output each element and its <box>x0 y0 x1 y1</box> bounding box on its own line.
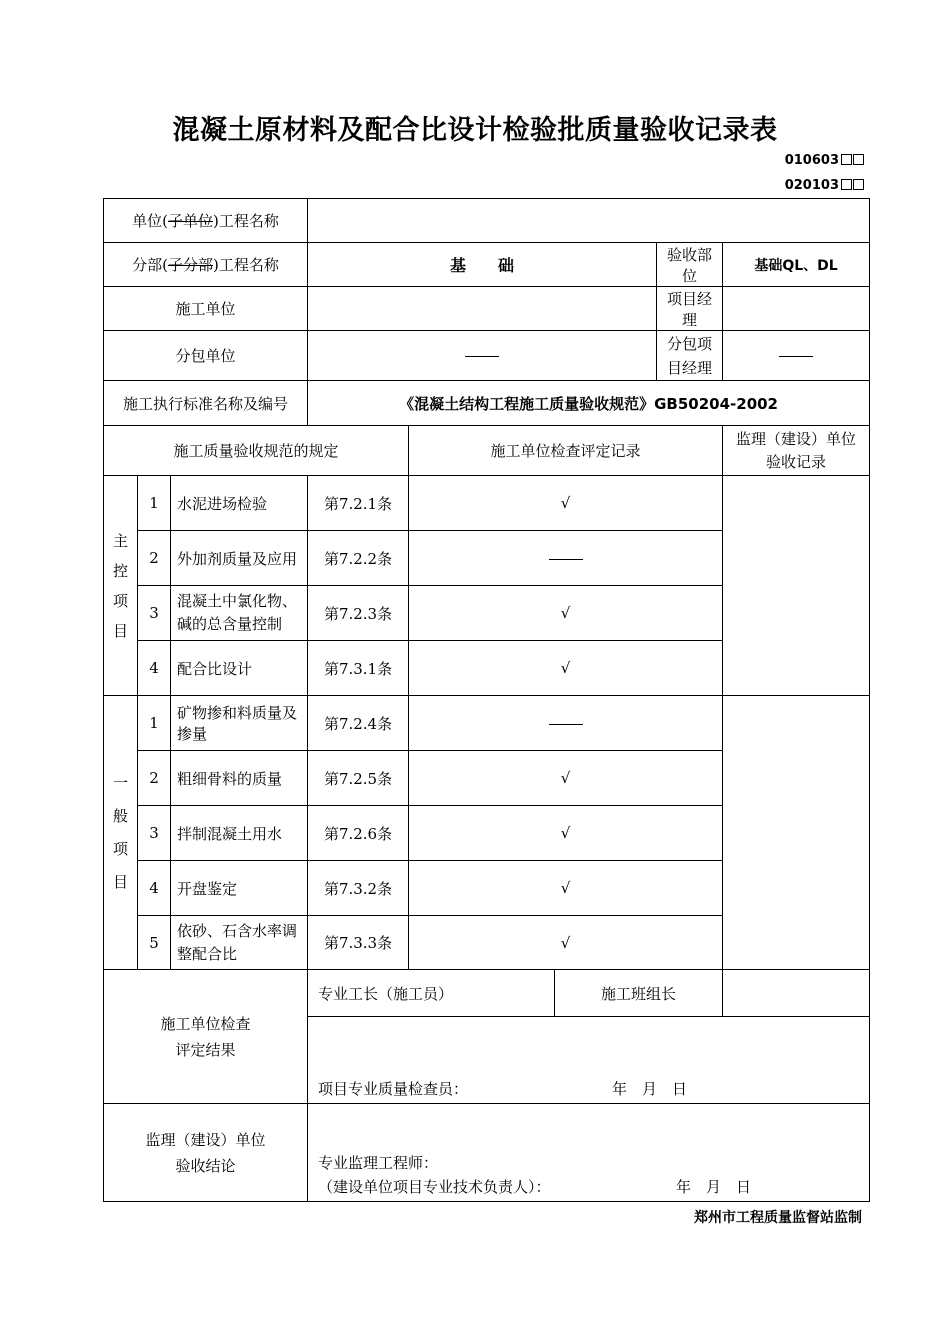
unit-project-row <box>104 199 870 243</box>
item-name: 外加剂质量及应用 <box>171 531 308 586</box>
construction-check-sign[interactable] <box>308 1017 870 1104</box>
subcontract-unit-label: 分包单位 <box>104 331 308 381</box>
inspector-date: 年 月 日 <box>612 1080 688 1098</box>
standard-value[interactable]: 《混凝土结构工程施工质量验收规范》GB50204-2002 <box>308 381 870 426</box>
item-name: 粗细骨料的质量 <box>171 751 308 806</box>
form-code-1 <box>785 153 864 168</box>
code-checkboxes[interactable] <box>840 178 864 193</box>
supervision-conclusion-label: 监理（建设）单位 验收结论 <box>104 1104 308 1202</box>
item-number: 2 <box>138 751 171 806</box>
empty-dash <box>779 356 813 357</box>
item-clause: 第7.2.5条 <box>308 751 409 806</box>
engineer-label: 专业监理工程师： <box>318 1154 439 1172</box>
main-item-row <box>104 476 870 531</box>
supervision-conclusion-row <box>104 1104 870 1202</box>
construction-unit-value[interactable] <box>308 287 657 331</box>
item-number: 3 <box>138 586 171 641</box>
project-manager-value[interactable] <box>723 287 870 331</box>
general-items-label: 一 般 项 目 <box>104 696 138 970</box>
general-item-row <box>104 696 870 751</box>
item-clause: 第7.2.1条 <box>308 476 409 531</box>
item-clause: 第7.2.6条 <box>308 806 409 861</box>
item-number: 4 <box>138 641 171 696</box>
supervision-date: 年 月 日 <box>676 1178 752 1196</box>
sub-project-label: 分部(子分部)工程名称 <box>104 243 308 287</box>
general-items-supervision[interactable] <box>723 696 870 970</box>
team-leader-value[interactable] <box>723 970 870 1017</box>
standard-row <box>104 381 870 426</box>
item-clause: 第7.3.2条 <box>308 861 409 916</box>
code-number: 010603 <box>784 153 839 168</box>
item-clause: 第7.2.3条 <box>308 586 409 641</box>
standard-label: 施工执行标准名称及编号 <box>104 381 308 426</box>
accept-part-value[interactable]: 基础QL、DL <box>723 243 870 287</box>
empty-dash <box>549 559 583 560</box>
sub-project-value[interactable]: 基 础 <box>308 243 657 287</box>
unit-project-value[interactable] <box>308 199 870 243</box>
main-items-supervision[interactable] <box>723 476 870 696</box>
item-clause: 第7.2.2条 <box>308 531 409 586</box>
col-supervision-header: 监理（建设）单位验收记录 <box>723 426 870 476</box>
item-result[interactable]: √ <box>409 641 723 696</box>
construction-check-row <box>104 970 870 1017</box>
empty-dash <box>465 356 499 357</box>
item-result[interactable]: √ <box>409 476 723 531</box>
accept-part-label: 验收部位 <box>657 243 723 287</box>
owner-label: （建设单位项目专业技术负责人）： <box>318 1178 551 1196</box>
column-header-row <box>104 426 870 476</box>
construction-check-label: 施工单位检查 评定结果 <box>104 970 308 1104</box>
team-leader-label: 施工班组长 <box>555 970 723 1017</box>
unit-project-label: 单位(子单位)工程名称 <box>104 199 308 243</box>
main-items-label: 主 控 项 目 <box>104 476 138 696</box>
foreman-label: 专业工长（施工员） <box>308 970 555 1017</box>
project-manager-label: 项目经理 <box>657 287 723 331</box>
footer-issuer: 郑州市工程质量监督站监制 <box>694 1210 862 1226</box>
item-number: 2 <box>138 531 171 586</box>
item-name: 开盘鉴定 <box>171 861 308 916</box>
item-number: 3 <box>138 806 171 861</box>
item-name: 拌制混凝土用水 <box>171 806 308 861</box>
form-title: 混凝土原材料及配合比设计检验批质量验收记录表 <box>172 115 778 146</box>
supervision-conclusion-sign[interactable] <box>308 1104 870 1202</box>
item-result[interactable]: √ <box>409 751 723 806</box>
item-name: 依砂、石含水率调整配合比 <box>171 916 308 970</box>
form-code-2 <box>785 178 864 193</box>
item-result[interactable]: √ <box>409 916 723 970</box>
inspection-record-table <box>103 198 870 1202</box>
code-number: 020103 <box>784 178 839 193</box>
construction-unit-row <box>104 287 870 331</box>
construction-unit-label: 施工单位 <box>104 287 308 331</box>
item-number: 1 <box>138 476 171 531</box>
subcontract-unit-value[interactable] <box>308 331 657 381</box>
item-result[interactable] <box>409 696 723 751</box>
item-result[interactable]: √ <box>409 861 723 916</box>
sub-project-row <box>104 243 870 287</box>
item-number: 5 <box>138 916 171 970</box>
item-name: 水泥进场检验 <box>171 476 308 531</box>
subcontract-row <box>104 331 870 381</box>
col-check-record-header: 施工单位检查评定记录 <box>409 426 723 476</box>
item-result[interactable]: √ <box>409 806 723 861</box>
code-checkboxes[interactable] <box>840 153 864 168</box>
item-result[interactable] <box>409 531 723 586</box>
item-number: 4 <box>138 861 171 916</box>
item-result[interactable]: √ <box>409 586 723 641</box>
item-name: 配合比设计 <box>171 641 308 696</box>
item-clause: 第7.2.4条 <box>308 696 409 751</box>
item-clause: 第7.3.3条 <box>308 916 409 970</box>
item-clause: 第7.3.1条 <box>308 641 409 696</box>
item-name: 混凝土中氯化物、碱的总含量控制 <box>171 586 308 641</box>
empty-dash <box>549 724 583 725</box>
item-number: 1 <box>138 696 171 751</box>
subcontract-pm-label: 分包项目经理 <box>657 331 723 381</box>
item-name: 矿物掺和料质量及掺量 <box>171 696 308 751</box>
inspector-label: 项目专业质量检查员： <box>318 1080 469 1098</box>
subcontract-pm-value[interactable] <box>723 331 870 381</box>
col-spec-header: 施工质量验收规范的规定 <box>104 426 409 476</box>
